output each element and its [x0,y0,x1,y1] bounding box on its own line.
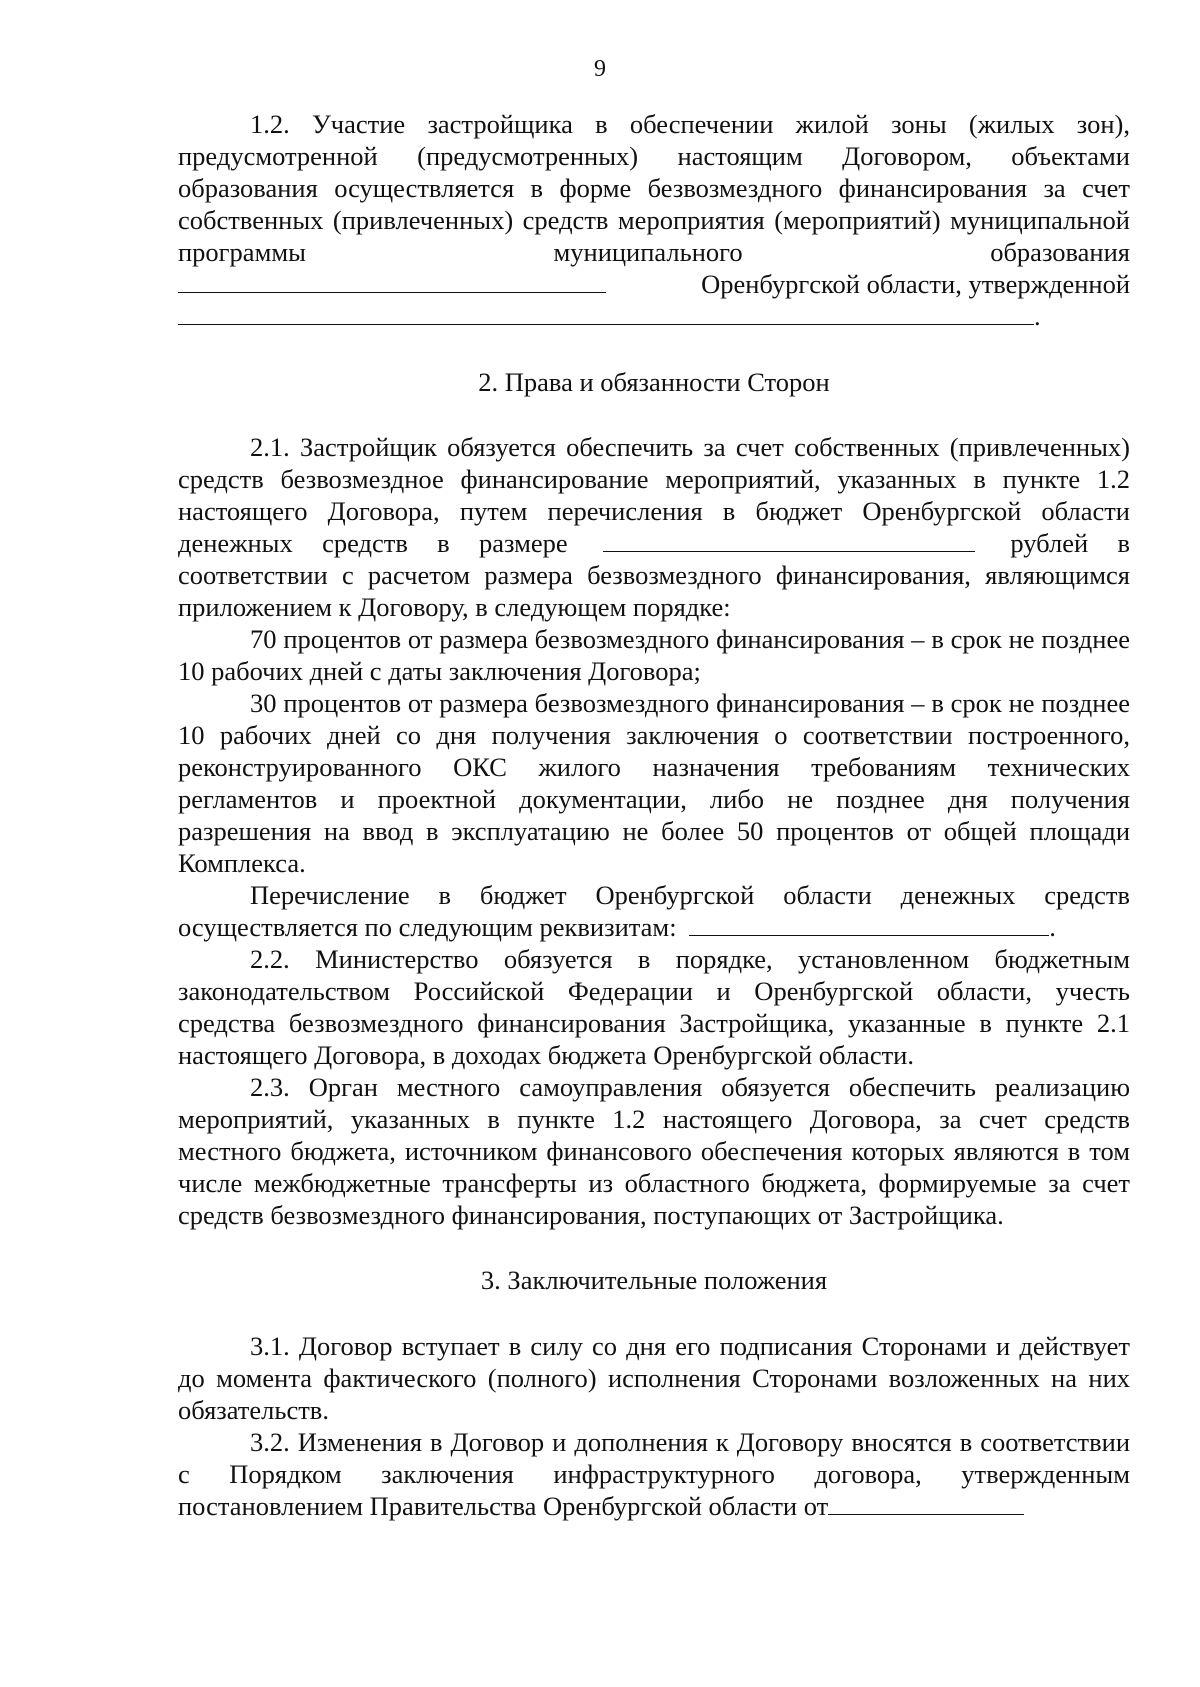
section-3-heading: 3. Заключительные положения [480,1265,828,1295]
paragraph-2-1-transfer-text: Перечисление в бюджет Оренбургской области денежных средств осуществляется по следующим реквизитам: [178,880,1130,942]
paragraph-3-1: 3.1. Договор вступает в силу со дня его подписания Сторонами и действует до момента фактического (полного) исполнения Сторонами возложенных на них обязательств. [178,1331,1130,1425]
page-number: 9 [594,56,606,82]
paragraph-2-1-30-percent: 30 процентов от размера безвозмездного финансирования – в срок не позднее 10 рабочих дней со дня получения заключения о соответствии построенного, реконструированного ОКС жилого назначения требованиям технических регламентов и проектной документации, либо не позднее дня получения разрешения на ввод в эксплуатацию не более 50 процентов от общей площади Комплекса. [178,688,1130,878]
document-body [178,108,1130,1522]
paragraph-1-2-region-text: Оренбургской области, утвержденной [701,269,1130,299]
paragraph-2-1-transfer-end: . [1049,912,1056,942]
paragraph-1-2-blank-row [178,268,1130,300]
paragraph-2-3: 2.3. Орган местного самоуправления обязуется обеспечить реализацию мероприятий, указанных в пункте 1.2 настоящего Договора, за счет средств местного бюджета, источником финансового обеспечения которых являются в том числе межбюджетные трансферты из областного бюджета, формируемые за счет средств безвозмездного финансирования, поступающих от Застройщика. [178,1072,1130,1230]
blank-line-amount [603,529,975,552]
paragraph-3-2-text: 3.2. Изменения в Договор и дополнения к Договору вносятся в соответствии с Порядком заключения инфраструктурного договора, утвержденным постановлением Правительства Оренбургской области от [178,1427,1130,1521]
blank-line-resolution-date [828,1492,1024,1515]
paragraph-2-1-text-c: в соответствии с расчетом размера безвозмездного финансирования, являющимся приложением к Договору, в следующем порядке: [178,528,1131,622]
paragraph-2-1 [178,431,1130,623]
paragraph-1-2 [178,108,1130,268]
section-2-heading: 2. Права и обязанности Сторон [478,367,830,397]
blank-line-program-name [178,270,606,293]
paragraph-2-2: 2.2. Министерство обязуется в порядке, установленном бюджетным законодательством Российской Федерации и Оренбургской области, учесть средства безвозмездного финансирования Застройщика, указанные в пункте 2.1 настоящего Договора, в доходах бюджета Оренбургской области. [178,944,1130,1070]
paragraph-1-2-text: 1.2. Участие застройщика в обеспечении жилой зоны (жилых зон), предусмотренной (предусмотренных) настоящим Договором, объектами образования осуществляется в форме безвозмездного финансирования за счет собственных (привлеченных) средств мероприятия (мероприятий) муниципальной программы муниципального образования [178,109,1130,267]
blank-line-approval [178,302,1034,325]
paragraph-1-2-end-dot: . [1034,301,1041,331]
paragraph-1-2-approval-row [178,300,1130,332]
paragraph-2-1-text-a: 2.1. Застройщик обязуется обеспечить за счет собственных (привлеченных) средств безвозмездное финансирование мероприятий, указанных в пункте 1.2 настоящего Договора, путем перечисления в бюджет Оренбургской области денежных средств в размере [178,432,1130,558]
paragraph-2-1-transfer [178,879,1130,943]
paragraph-3-2 [178,1426,1130,1522]
paragraph-2-1-70-percent: 70 процентов от размера безвозмездного финансирования – в срок не позднее 10 рабочих дней с даты заключения Договора; [178,624,1130,686]
blank-line-requisites [689,913,1049,936]
paragraph-2-1-text-b: рублей [1010,528,1089,558]
